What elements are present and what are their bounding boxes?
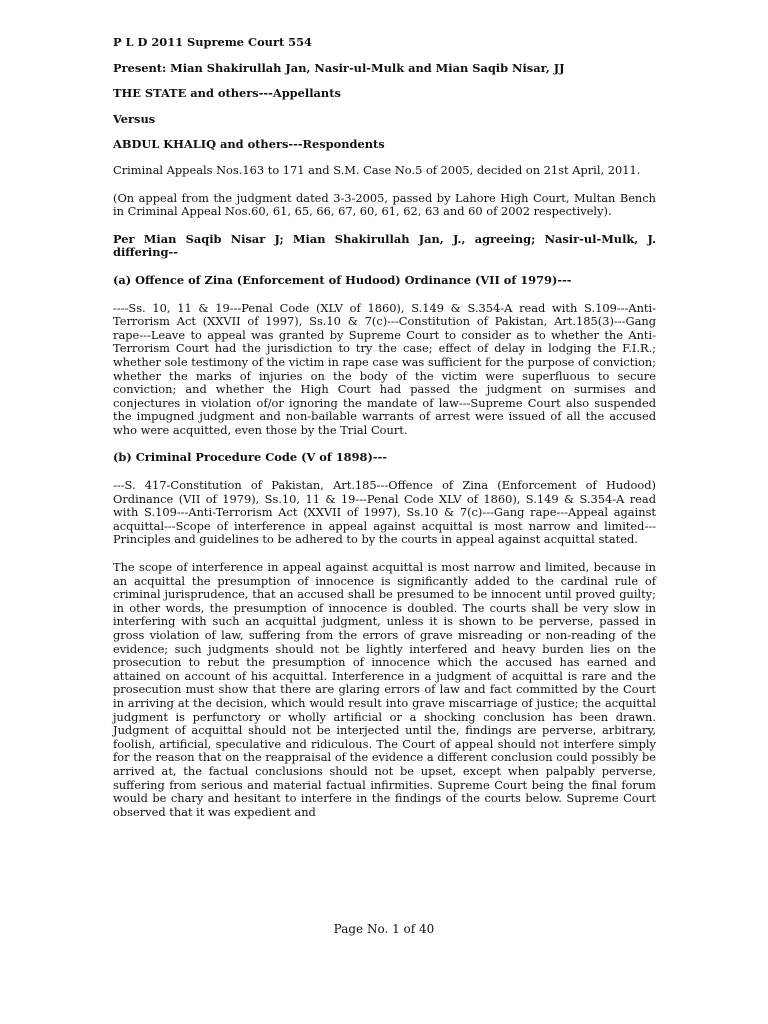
paragraph-c: The scope of interference in appeal against acquittal is most narrow and limited, because in an acquittal the presumption of innocence is significantly added to the cardinal rule of criminal jurisprudence, that an accused shall be presumed to be innocent until proved guilty; in other words, the presumption of innocence is doubled. The courts shall be very slow in interfering with such an acquittal judgment, unless it is shown to be perverse, passed in gross violation of law, suffering from the errors of grave misreading or non-reading of the evidence; such judgments should not be lightly interfered and heavy burden lies on the prosecution to rebut the presumption of innocence which the accused has earned and attained on account of his acquittal. Interference in a judgment of acquittal is rare and the prosecution must show that there are glaring errors of law and fact committed by the Court in arriving at the decision, which would result into grave miscarriage of justice; the acquittal judgment is perfunctory or wholly artificial or a shocking conclusion has been drawn. Judgment of acquittal should not be interjected until the, findings are perverse, arbitrary, foolish, artificial, speculative and ridiculous. The Court of appeal should not interfere simply for the reason that on the reappraisal of the evidence a different conclusion could possibly be arrived at, the factual conclusions should not be upset, except when palpably perverse, suffering from serious and material factual infirmities. Supreme Court being the final forum would be chary and hesitant to interfere in the findings of the courts below. Supreme Court observed that it was expedient and <box>113 560 656 819</box>
heading-a: (a) Offence of Zina (Enforcement of Hudood) Ordinance (VII of 1979)--- <box>113 272 572 287</box>
respondents: ABDUL KHALIQ and others---Respondents <box>113 137 385 152</box>
case-info: Criminal Appeals Nos.163 to 171 and S.M. Case No.5 of 2005, decided on 21st April, 2011. <box>113 162 641 177</box>
citation: P L D 2011 Supreme Court 554 <box>113 35 312 49</box>
versus: Versus <box>113 111 156 126</box>
document-page <box>113 36 656 833</box>
paragraph-a: ----Ss. 10, 11 & 19---Penal Code (XLV of 1860), S.149 & S.354-A read with S.109---Anti-Terrorism Act (XXVII of 1997), Ss.10 & 7(c)---Constitution of Pakistan, Art.185(3)---Gang rape---Leave to appeal was granted by Supreme Court to consider as to whether the Anti-Terrorism Court had the jurisdiction to try the case; effect of delay in lodging the F.I.R.; whether sole testimony of the victim in rape case was sufficient for the purpose of conviction; whether the marks of injuries on the body of the victim were superfluous to secure conviction; and whether the High Court had passed the judgment on surmises and conjectures in violation of/or ignoring the mandate of law---Supreme Court also suspended the impugned judgment and non-bailable warrants of arrest were issued of all the accused who were acquitted, even those by the Trial Court. <box>113 300 656 437</box>
judges-opinion: Per Mian Saqib Nisar J; Mian Shakirullah Jan, J., agreeing; Nasir-ul-Mulk, J. differing-- <box>113 231 656 260</box>
bench: Present: Mian Shakirullah Jan, Nasir-ul-Mulk and Mian Saqib Nisar, JJ <box>113 60 565 75</box>
heading-b: (b) Criminal Procedure Code (V of 1898)--- <box>113 450 388 465</box>
appeal-info: (On appeal from the judgment dated 3-3-2005, passed by Lahore High Court, Multan Bench in Criminal Appeal Nos.60, 61, 65, 66, 67, 60, 61, 62, 63 and 60 of 2002 respectively). <box>113 190 656 219</box>
page-number: Page No. 1 of 40 <box>333 922 435 936</box>
appellants: THE STATE and others---Appellants <box>113 86 341 101</box>
paragraph-b: ---S. 417-Constitution of Pakistan, Art.185---Offence of Zina (Enforcement of Hudood) Ordinance (VII of 1979), Ss.10, 11 & 19---Penal Code XLV of 1860), S.149 & S.354-A read with S.109---Anti-Terrorism Act (XXVII of 1997), Ss.10 & 7(c)---Gang rape---Appeal against acquittal---Scope of interference in appeal against acquittal is most narrow and limited---Principles and guidelines to be adhered to by the courts in appeal against acquittal stated. <box>113 478 656 547</box>
